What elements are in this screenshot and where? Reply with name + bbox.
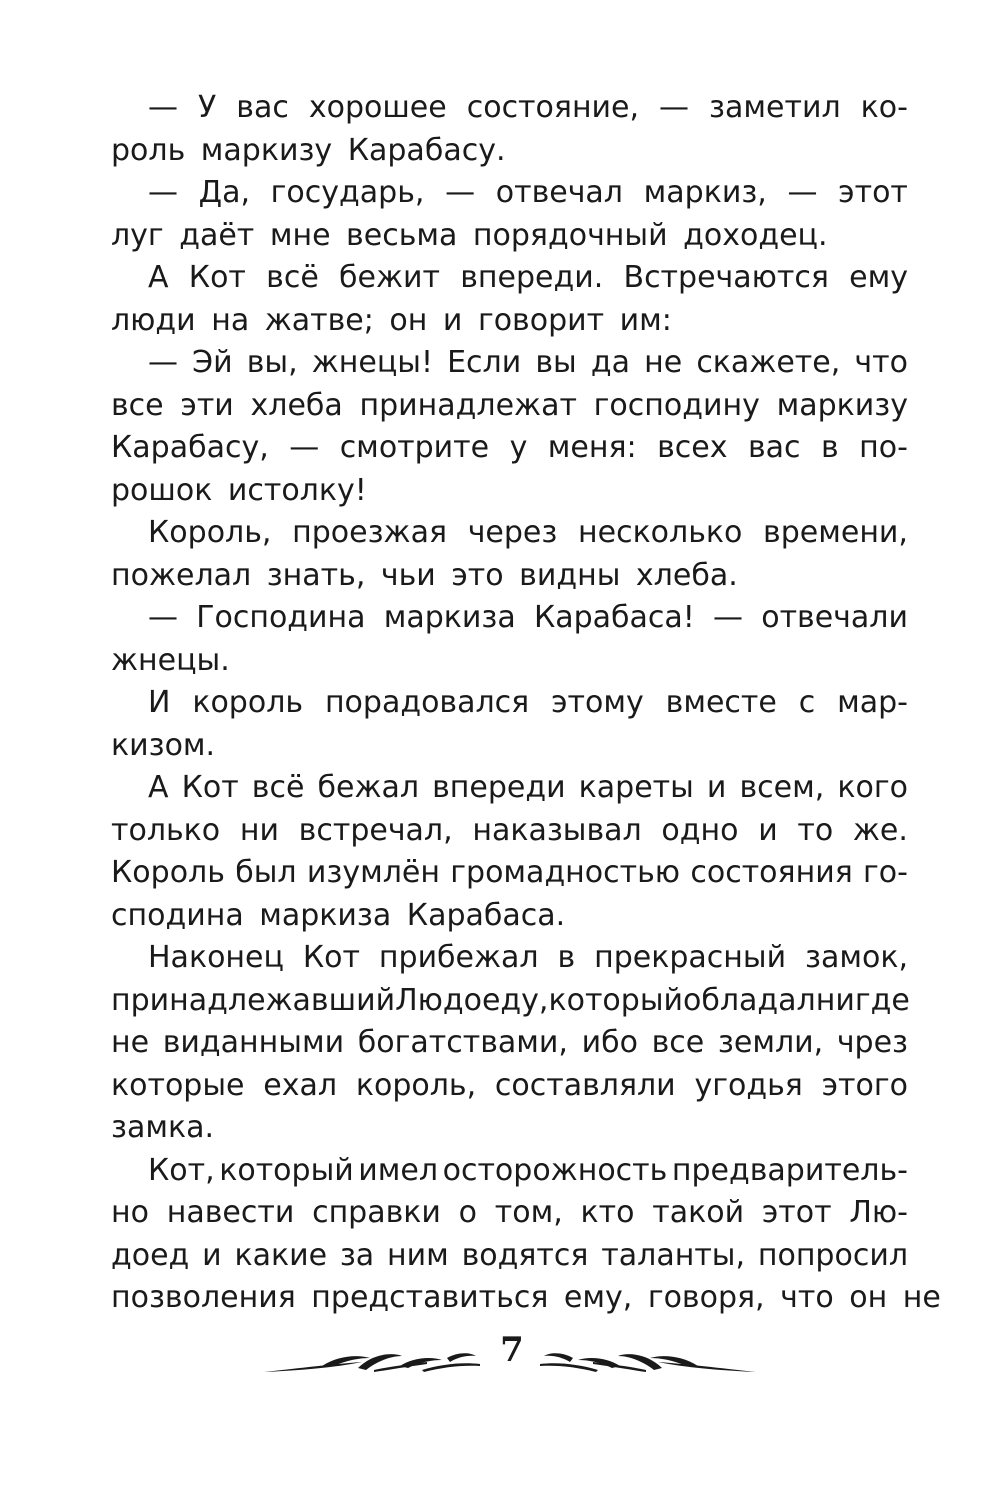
text-line: замка.: [111, 1110, 215, 1145]
text-line: все эти хлеба принадлежат господину маркизу: [111, 387, 908, 423]
text-line: люди на жатве; он и говорит им:: [111, 302, 672, 338]
text-line: — Да, государь, — отвечал маркиз, — этот: [148, 175, 908, 210]
text-line: роль маркизу Карабасу.: [111, 132, 506, 168]
text-line: И король порадовался этому вместе с мар-: [148, 685, 908, 720]
paragraph: [111, 1150, 941, 1320]
text-line: Король, проезжая через несколько времени,: [148, 515, 908, 550]
text-line: — У вас хорошее состояние, — заметил ко-: [148, 90, 908, 125]
text-line: Король был изумлён громадностью состояния го-: [111, 855, 908, 890]
text-line: пожелал знать, чьи это видны хлеба.: [111, 557, 738, 593]
paragraph: [111, 767, 908, 937]
text-line: жнецы.: [111, 642, 230, 678]
text-line: луг даёт мне весьма порядочный доходец.: [111, 217, 828, 253]
text-line: А Кот всё бежал впереди кареты и всем, кого: [148, 770, 908, 805]
paragraph: [111, 257, 908, 342]
text-line: позволения представиться ему, говоря, что он не: [111, 1280, 941, 1315]
text-line: — Эй вы, жнецы! Если вы да не скажете, что: [148, 345, 908, 380]
paragraph: [111, 172, 908, 257]
paragraph: [111, 342, 908, 512]
text-line: Наконец Кот прибежал в прекрасный замок,: [148, 940, 908, 975]
paragraph: [111, 682, 908, 767]
right-ornament-icon: [538, 1348, 758, 1378]
text-line: рошок истолку!: [111, 472, 367, 508]
text-line: которые ехал король, составляли угодья этого: [111, 1067, 908, 1103]
text-line: не виданными богатствами, ибо все земли, чрез: [111, 1025, 908, 1060]
page-body: [111, 87, 941, 1320]
text-line: Карабасу, — смотрите у меня: всех вас в по-: [111, 430, 908, 465]
text-line: — Господина маркиза Карабаса! — отвечали: [148, 600, 908, 635]
paragraph: [111, 937, 908, 1150]
text-line: доед и какие за ним водятся таланты, попросил: [111, 1237, 908, 1273]
page-footer: [0, 1330, 1000, 1410]
text-line: Кот, который имел осторожность предваритель-: [148, 1152, 908, 1188]
paragraph: [111, 512, 908, 597]
page-number: 7: [500, 1330, 524, 1370]
paragraph: [111, 597, 908, 682]
left-ornament-icon: [262, 1348, 482, 1378]
paragraph: [111, 87, 908, 172]
text-line: принадлежавший Людоеду, который обладал нигде: [111, 982, 910, 1018]
text-line: сподина маркиза Карабаса.: [111, 897, 566, 933]
text-line: но навести справки о том, кто такой этот Лю-: [111, 1195, 908, 1230]
text-line: А Кот всё бежит впереди. Встречаются ему: [148, 260, 908, 295]
text-line: кизом.: [111, 727, 216, 763]
text-line: только ни встречал, наказывал одно и то же.: [111, 812, 908, 848]
